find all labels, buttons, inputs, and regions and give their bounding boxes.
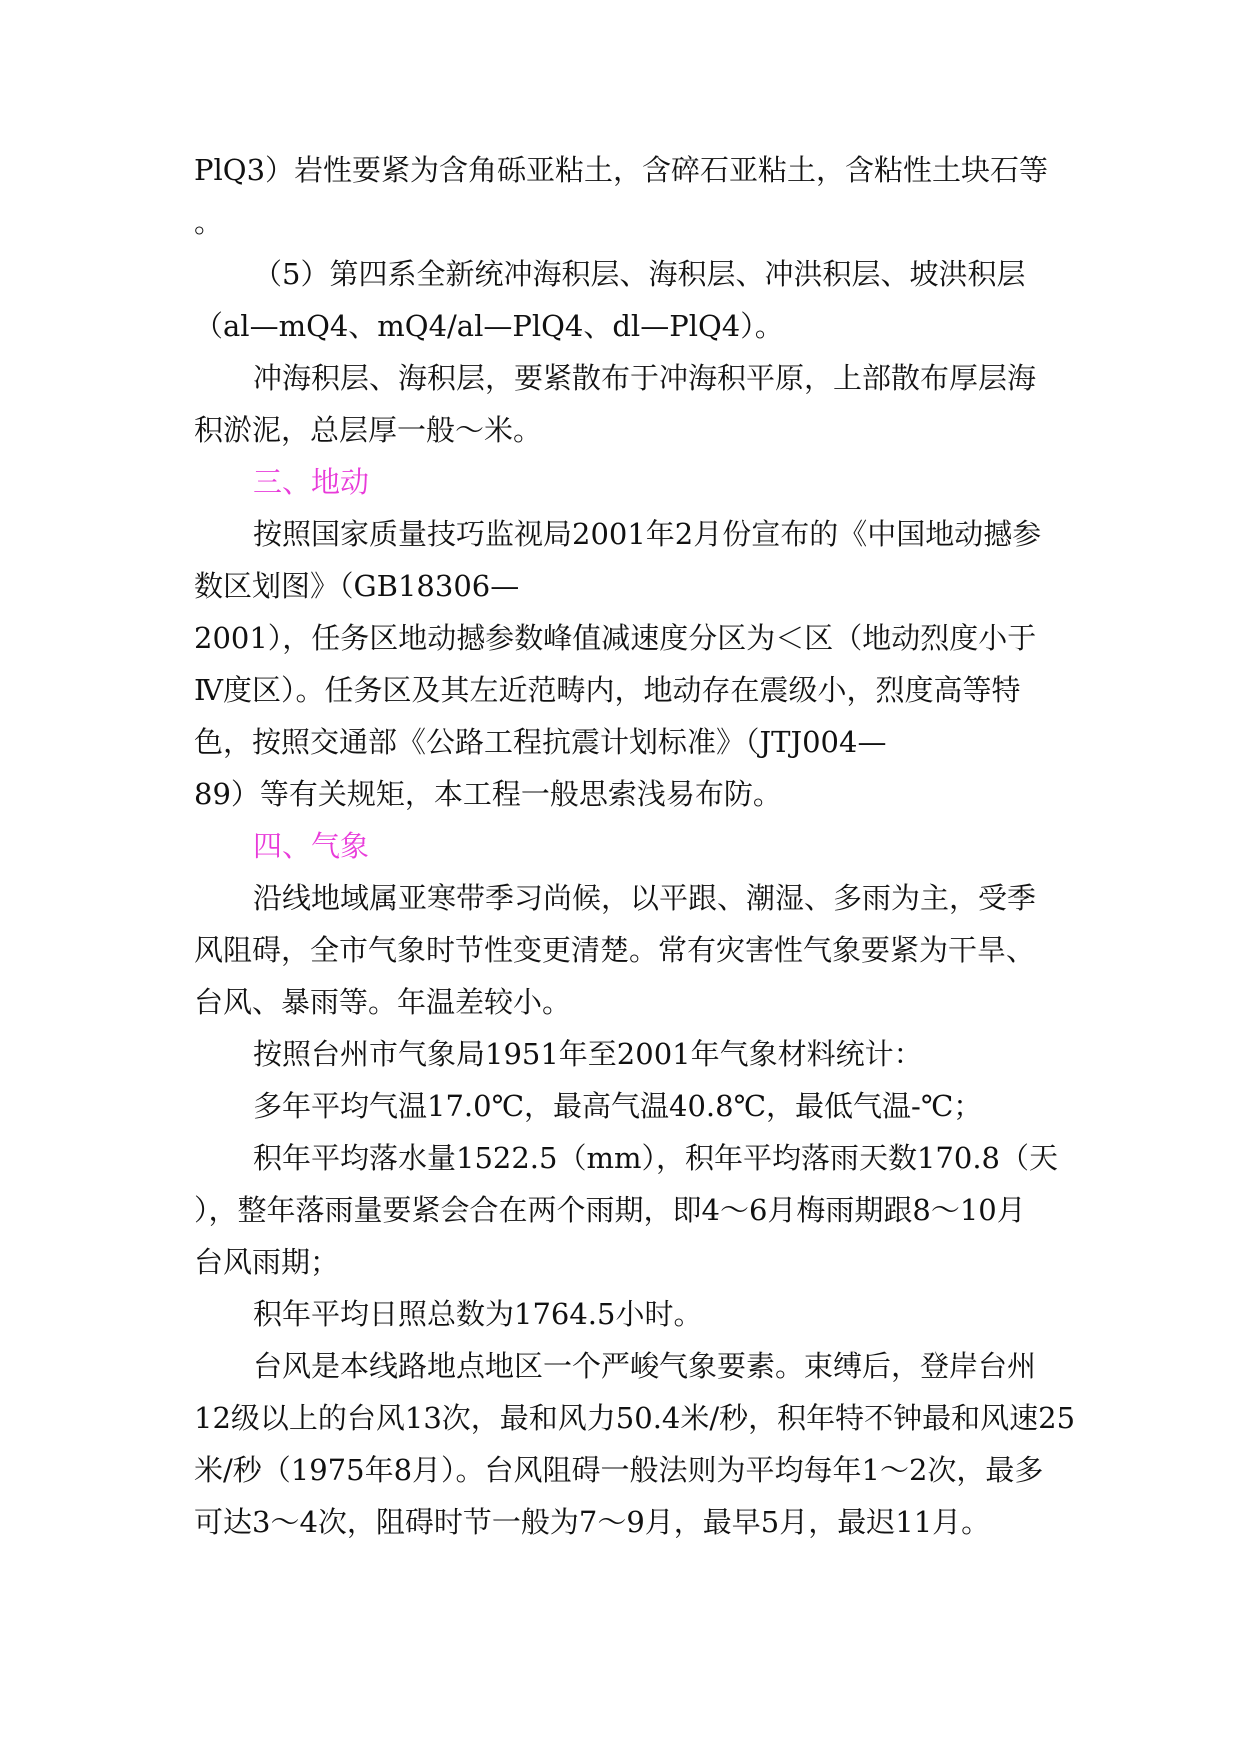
section-heading: 三、地动 <box>253 465 370 499</box>
text-line: Ⅳ度区）。任务区及其左近范畴内，地动存在震级小，烈度高等特 <box>194 673 1021 707</box>
text-line: 台风、暴雨等。年温差较小。 <box>194 985 572 1019</box>
text-line: 积年平均落水量1522.5（mm），积年平均落雨天数170.8（天 <box>253 1141 1058 1175</box>
text-line: ），整年落雨量要紧会合在两个雨期，即4～6月梅雨期跟8～10月 <box>194 1193 1026 1227</box>
text-line: 可达3～4次，阻碍时节一般为7～9月，最早5月，最迟11月。 <box>194 1505 991 1539</box>
text-line: 按照国家质量技巧监视局2001年2月份宣布的《中国地动撼参 <box>253 517 1042 551</box>
text-line: 89）等有关规矩，本工程一般思索浅易布防。 <box>194 777 782 811</box>
text-line: 数区划图》（GB18306— <box>194 569 520 603</box>
text-line: 色，按照交通部《公路工程抗震计划标准》（JTJ004— <box>194 725 887 759</box>
text-line: 米/秒（1975年8月）。台风阻碍一般法则为平均每年1～2次，最多 <box>194 1453 1044 1487</box>
text-line: 积淤泥，总层厚一般～米。 <box>194 413 543 447</box>
text-line: 2001），任务区地动撼参数峰值减速度分区为＜区（地动烈度小于 <box>194 621 1037 655</box>
text-line: 。 <box>194 205 224 239</box>
text-line: 风阻碍，全市气象时节性变更清楚。常有灾害性气象要紧为干旱、 <box>194 933 1036 967</box>
text-line: PlQ3）岩性要紧为含角砾亚粘土，含碎石亚粘土，含粘性土块石等 <box>194 153 1049 187</box>
text-line: 12级以上的台风13次，最和风力50.4米/秒，积年特不钟最和风速25 <box>194 1401 1076 1435</box>
text-line: 按照台州市气象局1951年至2001年气象材料统计： <box>253 1037 923 1071</box>
text-line: （5）第四系全新统冲海积层、海积层、冲洪积层、坡洪积层 <box>253 257 1026 291</box>
text-line: 冲海积层、海积层，要紧散布于冲海积平原，上部散布厚层海 <box>253 361 1037 395</box>
text-line: （al—mQ4、mQ4/al—PlQ4、dl—PlQ4）。 <box>194 309 784 343</box>
text-line: 台风是本线路地点地区一个严峻气象要素。束缚后，登岸台州 <box>253 1349 1037 1383</box>
text-line: 多年平均气温17.0℃，最高气温40.8℃，最低气温-℃； <box>253 1089 983 1123</box>
text-line: 台风雨期； <box>194 1245 340 1279</box>
section-heading: 四、气象 <box>253 829 370 863</box>
text-line: 积年平均日照总数为1764.5小时。 <box>253 1297 703 1331</box>
text-line: 沿线地域属亚寒带季习尚候，以平跟、潮湿、多雨为主，受季 <box>253 881 1037 915</box>
